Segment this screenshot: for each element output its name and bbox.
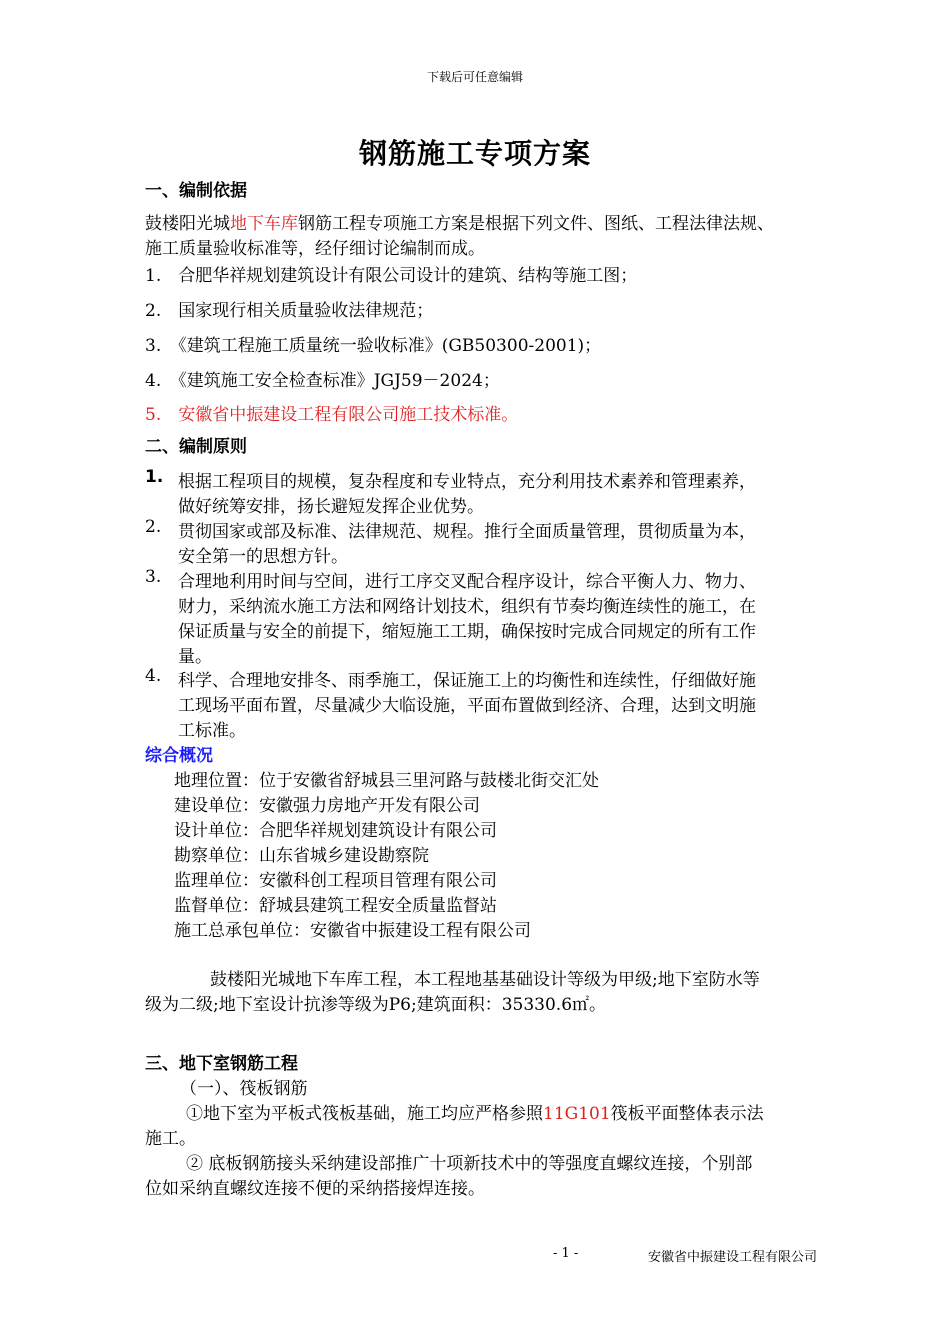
section-3-heading: 三、地下室钢筋工程 <box>145 1054 298 1074</box>
principle-number: 2. <box>145 517 162 537</box>
principle-number: 4. <box>145 666 162 686</box>
principle-line: 量。 <box>178 647 212 667</box>
basis-item-highlight: 5. 安徽省中振建设工程有限公司施工技术标准。 <box>145 405 519 425</box>
basis-item: 1. 合肥华祥规划建筑设计有限公司设计的建筑、结构等施工图； <box>145 266 638 286</box>
overview-item: 建设单位：安徽强力房地产开发有限公司 <box>174 796 480 816</box>
principle-line: 安全第一的思想方针。 <box>178 547 348 567</box>
para1-text-b: 筏板平面整体表示法 <box>610 1104 764 1124</box>
basis-item: 3. 《建筑工程施工质量统一验收标准》(GB50300-2001)； <box>145 336 602 356</box>
principle-number: 1. <box>145 467 164 487</box>
overview-item: 勘察单位：山东省城乡建设勘察院 <box>174 846 429 866</box>
overview-heading: 综合概况 <box>145 746 213 766</box>
basis-item: 4. 《建筑施工安全检查标准》JGJ59－2024； <box>145 371 500 391</box>
section-1-intro <box>145 209 774 234</box>
principle-line: 工现场平面布置，尽量减少大临设施，平面布置做到经济、合理，达到文明施 <box>178 696 756 716</box>
overview-item: 地理位置：位于安徽省舒城县三里河路与鼓楼北街交汇处 <box>174 771 599 791</box>
overview-item: 监理单位：安徽科创工程项目管理有限公司 <box>174 871 497 891</box>
principle-line: 科学、合理地安排冬、雨季施工，保证施工上的均衡性和连续性，仔细做好施 <box>178 671 756 691</box>
para1-text-a: ①地下室为平板式筏板基础，施工均应严格参照 <box>186 1104 543 1124</box>
intro-text-b: 钢筋工程专项施工方案是根据下列文件、图纸、工程法律法规、 <box>298 214 774 234</box>
overview-item: 设计单位：合肥华祥规划建筑设计有限公司 <box>174 821 497 841</box>
principle-line: 做好统筹安排，扬长避短发挥企业优势。 <box>178 497 484 517</box>
principle-line: 保证质量与安全的前提下，缩短施工工期，确保按时完成合同规定的所有工作 <box>178 622 756 642</box>
basis-item: 2. 国家现行相关质量验收法律规范； <box>145 301 434 321</box>
principle-line: 财力，采纳流水施工方法和网络计划技术，组织有节奏均衡连续性的施工，在 <box>178 597 756 617</box>
section-1-heading: 一、编制依据 <box>145 181 247 201</box>
section-3-para2-line2: 位如采纳直螺纹连接不便的采纳搭接焊连接。 <box>145 1179 485 1199</box>
overview-item: 施工总承包单位：安徽省中振建设工程有限公司 <box>174 921 531 941</box>
principle-line: 根据工程项目的规模，复杂程度和专业特点，充分利用技术素养和管理素养， <box>178 472 756 492</box>
page-number: - 1 - <box>553 1246 579 1261</box>
intro-text-a: 鼓楼阳光城 <box>145 214 230 234</box>
principle-line: 合理地利用时间与空间，进行工序交叉配合程序设计，综合平衡人力、物力、 <box>178 572 756 592</box>
principle-line: 工标准。 <box>178 721 246 741</box>
page-header: 下载后可任意编辑 <box>426 70 523 84</box>
footer-company: 安徽省中振建设工程有限公司 <box>648 1250 818 1265</box>
section-3-subheading: （一）、筏板钢筋 <box>180 1079 308 1099</box>
principle-number: 3. <box>145 567 162 587</box>
principle-line: 贯彻国家或部及标准、法律规范、规程。推行全面质量管理，贯彻质量为本， <box>178 522 756 542</box>
document-title: 钢筋施工专项方案 <box>358 137 591 170</box>
section-3-para2-line1: ② 底板钢筋接头采纳建设部推广十项新技术中的等强度直螺纹连接，个别部 <box>186 1154 753 1174</box>
overview-paragraph-line1: 鼓楼阳光城地下车库工程，本工程地基基础设计等级为甲级;地下室防水等 <box>210 970 760 990</box>
overview-item: 监督单位：舒城县建筑工程安全质量监督站 <box>174 896 497 916</box>
para1-code: 11G101 <box>543 1104 611 1124</box>
section-2-heading: 二、编制原则 <box>145 437 247 457</box>
section-3-para1-line2: 施工。 <box>145 1129 196 1149</box>
section-1-intro-line2: 施工质量验收标准等，经仔细讨论编制而成。 <box>145 239 485 259</box>
section-3-para1 <box>186 1099 764 1124</box>
overview-paragraph-line2: 级为二级;地下室设计抗渗等级为P6;建筑面积：35330.6㎡。 <box>145 995 607 1015</box>
intro-text-highlight: 地下车库 <box>230 214 298 234</box>
